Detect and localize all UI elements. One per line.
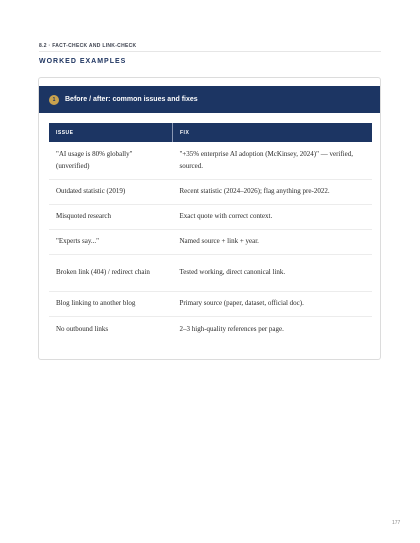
issue-cell: No outbound links (56, 324, 109, 333)
issue-cell: Misquoted research (49, 204, 173, 229)
table-row (49, 316, 372, 341)
fix-cell: Named source + link + year. (173, 229, 373, 254)
page-heading: WORKED EXAMPLES (39, 58, 127, 65)
column-header-issue: ISSUE (49, 123, 173, 142)
table-row (49, 142, 372, 179)
fix-cell: Exact quote with correct context. (173, 204, 373, 229)
table-header-row (49, 123, 372, 142)
table-row (49, 179, 372, 204)
table-row (49, 291, 372, 316)
fix-cell: Tested working, direct canonical link. (173, 254, 373, 291)
fix-cell: 2–3 high-quality references per page. (179, 324, 284, 333)
fix-cell: Primary source (paper, dataset, official doc). (173, 291, 373, 316)
issue-cell: "AI usage is 80% globally" (unverified) (49, 142, 173, 179)
section-label: 8.2 · FACT-CHECK AND LINK-CHECK (39, 43, 137, 49)
card-header (39, 86, 380, 113)
table-row (49, 229, 372, 254)
fix-cell: Recent statistic (2024–2026); flag anything pre-2022. (173, 179, 373, 204)
issue-cell: Broken link (404) / redirect chain (49, 254, 173, 291)
example-number-badge: 1 (49, 95, 59, 105)
issue-cell: Blog linking to another blog (49, 291, 173, 316)
table-row (49, 254, 372, 291)
issue-cell: "Experts say..." (49, 229, 173, 254)
header-divider (39, 51, 381, 52)
issue-cell: Outdated statistic (2019) (49, 179, 173, 204)
issues-fixes-table (49, 123, 372, 341)
column-header-fix: FIX (173, 123, 373, 142)
page-number: 177 (392, 520, 401, 526)
table-row (49, 204, 372, 229)
card-title: Before / after: common issues and fixes (65, 96, 198, 103)
worked-example-card (38, 77, 381, 360)
fix-cell: "+35% enterprise AI adoption (McKinsey, 2024)" — verified, sourced. (173, 142, 373, 179)
